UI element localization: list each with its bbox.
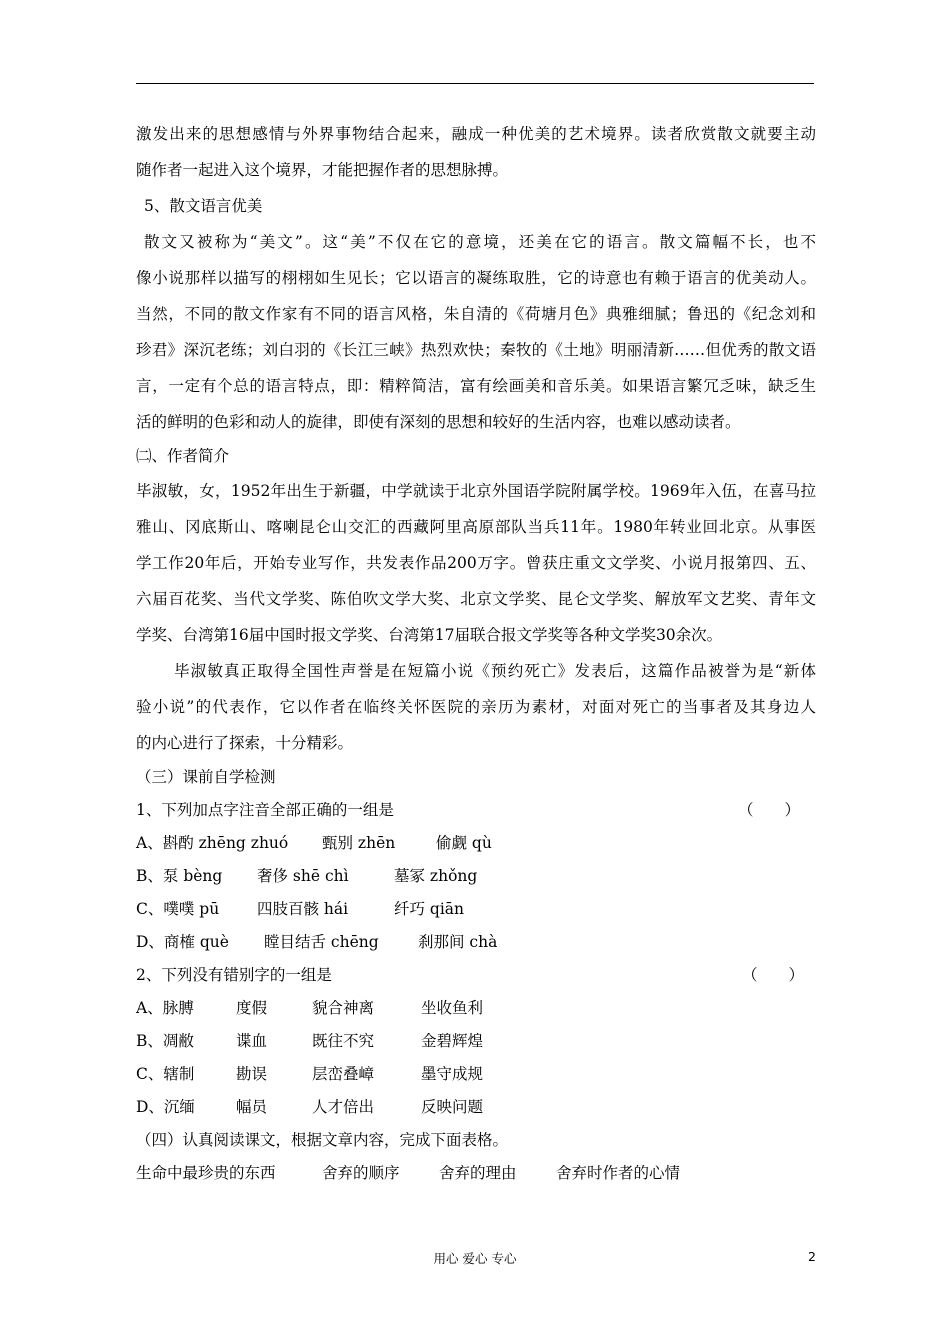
option-item: 墨守成规 [421,1065,484,1083]
paragraph-line: 激发出来的思想感情与外界事物结合起来，融成一种优美的艺术境界。读者欣赏散文就要主动 [136,125,816,143]
table-header-cell: 生命中最珍贵的东西 [136,1164,276,1182]
answer-blank: （ ） [741,966,804,984]
page-number: 2 [808,1249,816,1264]
option-item: C、噗噗 pū [136,900,220,918]
paragraph-line: 散文又被称为“美文”。这“美”不仅在它的意境，还美在它的语言。散文篇幅不长，也不 [144,233,816,251]
option-item: 坐收鱼利 [421,999,484,1017]
option-item: 人才倍出 [312,1098,375,1116]
table-header-cell: 舍弃的理由 [439,1164,517,1182]
option-item: D、沉缅 [136,1098,195,1116]
page-body [136,116,816,1190]
paragraph-line: 学奖、台湾第16届中国时报文学奖、台湾第17届联合报文学奖等各种文学奖30余次。 [136,626,723,644]
paragraph-line: 当然，不同的散文作家有不同的语言风格，朱自清的《荷塘月色》典雅细腻；鲁迅的《纪念刘和 [136,305,816,323]
option-item: 金碧辉煌 [421,1032,484,1050]
option-item: 甄别 zhēn [322,834,396,852]
page-footer: 用心 爱心 专心 [433,1251,517,1266]
option-b [136,860,816,893]
paragraph-line: 六届百花奖、当代文学奖、陈伯吹文学大奖、北京文学奖、昆仑文学奖、解放军文艺奖、青年文 [136,590,816,608]
paragraph-line: 珍君》深沉老练；刘白羽的《长江三峡》热烈欢快；秦牧的《土地》明丽清新……但优秀的散文语 [136,341,816,359]
option-c [136,1058,816,1091]
option-item: 幅员 [236,1098,268,1116]
option-b [136,1025,816,1058]
paragraph-line: 毕淑敏，女，1952年出生于新疆，中学就读于北京外国语学院附属学校。1969年入伍，在喜马拉 [136,482,816,500]
option-item: B、凋敝 [136,1032,194,1050]
option-item: 刹那间 chà [418,933,498,951]
option-a [136,992,816,1025]
paragraph-line: 毕淑敏真正取得全国性声誉是在短篇小说《预约死亡》发表后，这篇作品被誉为是“新体 [174,662,816,680]
option-d [136,1091,816,1124]
question-1 [136,794,816,827]
option-item: 层峦叠嶂 [312,1065,375,1083]
section-heading: （四）认真阅读课文，根据文章内容，完成下面表格。 [136,1131,509,1149]
section-heading: ㈡、作者简介 [136,447,230,465]
option-item: 既往不究 [312,1032,375,1050]
paragraph-line: 验小说”的代表作，它以作者在临终关怀医院的亲历为素材，对面对死亡的当事者及其身边人 [136,698,816,716]
option-item: 度假 [236,999,268,1017]
option-item: 纤巧 qiān [394,900,465,918]
option-item: B、泵 bèng [136,867,223,885]
option-item: 反映问题 [421,1098,484,1116]
question-2 [136,959,816,992]
option-d [136,926,816,959]
answer-blank: （ ） [737,801,800,819]
option-item: 四肢百骸 hái [257,900,349,918]
question-stem: 1、下列加点字注音全部正确的一组是 [136,801,394,819]
option-item: 奢侈 shē chì [257,867,349,885]
option-item: 谍血 [236,1032,268,1050]
question-stem: 2、下列没有错别字的一组是 [136,966,332,984]
option-item: 墓冢 zhǒng [394,867,478,885]
paragraph-line: 的内心进行了探索，十分精彩。 [136,734,354,752]
option-a [136,827,816,860]
option-item: 勘误 [236,1065,268,1083]
paragraph-line: 言，一定有个总的语言特点，即：精粹简洁，富有绘画美和音乐美。如果语言繁冗乏味，缺乏生 [136,377,816,395]
paragraph-line: 雅山、冈底斯山、喀喇昆仑山交汇的西藏阿里高原部队当兵11年。1980年转业回北京。从事医 [136,518,816,536]
option-item: 瞠目结舌 chēng [264,933,379,951]
paragraph-line: 像小说那样以描写的栩栩如生见长；它以语言的凝练取胜，它的诗意也有赖于语言的优美动人。 [136,269,816,287]
option-item: D、商榷 què [136,933,229,951]
paragraph-line: 学工作20年后，开始专业写作，共发表作品200万字。曾获庄重文文学奖、小说月报第四、五、 [136,554,816,572]
option-item: A、斟酌 zhēng zhuó [136,834,289,852]
table-header-cell: 舍弃时作者的心情 [556,1164,681,1182]
table-header-cell: 舍弃的顺序 [322,1164,400,1182]
option-item: 貌合神离 [312,999,375,1017]
table-header-row [136,1157,816,1190]
header-rule [136,83,814,84]
section-heading: 5、散文语言优美 [144,197,263,215]
option-item: 偷觑 qù [436,834,492,852]
option-c [136,893,816,926]
option-item: A、脉膊 [136,999,194,1017]
paragraph-line: 活的鲜明的色彩和动人的旋律，即使有深刻的思想和较好的生活内容，也难以感动读者。 [136,413,741,431]
option-item: C、辖制 [136,1065,195,1083]
paragraph-line: 随作者一起进入这个境界，才能把握作者的思想脉搏。 [136,161,509,179]
section-heading: （三）课前自学检测 [136,768,276,786]
